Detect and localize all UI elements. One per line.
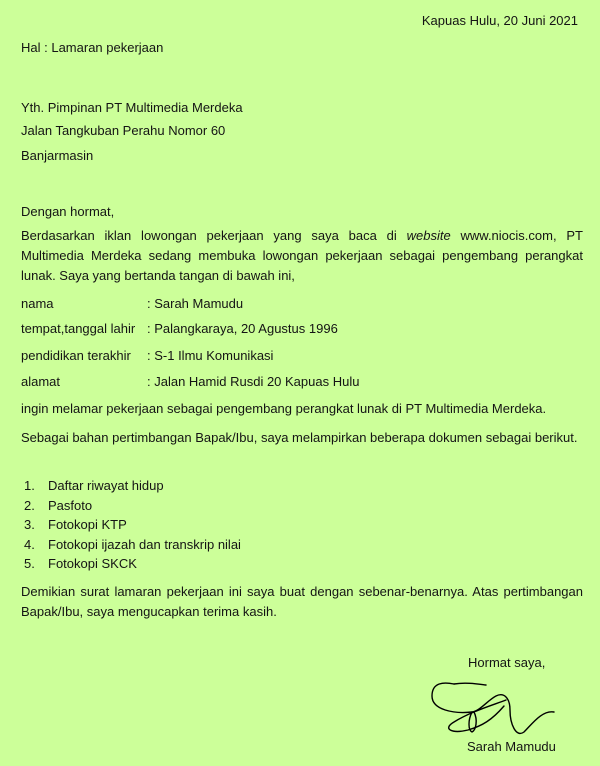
detail-label: alamat (21, 374, 61, 389)
list-number: 1. (24, 478, 35, 493)
list-text: Fotokopi KTP (48, 517, 127, 532)
intro-paragraph (21, 226, 583, 286)
list-item (24, 496, 241, 516)
detail-label: pendidikan terakhir (21, 348, 131, 363)
attachments-list (24, 476, 241, 574)
greeting: Dengan hormat, (21, 204, 115, 219)
list-number: 5. (24, 556, 35, 571)
detail-label: tempat,tanggal lahir (21, 321, 136, 336)
detail-value: : S-1 Ilmu Komunikasi (147, 348, 274, 363)
list-text: Daftar riwayat hidup (48, 478, 164, 493)
detail-row-birth (21, 321, 338, 336)
valediction: Hormat saya, (468, 655, 546, 670)
handwritten-signature (430, 676, 590, 742)
list-number: 3. (24, 517, 35, 532)
detail-label: nama (21, 296, 54, 311)
list-item (24, 535, 241, 555)
recipient-line-2: Jalan Tangkuban Perahu Nomor 60 (21, 123, 226, 138)
list-item (24, 476, 241, 496)
detail-value: : Sarah Mamudu (147, 296, 244, 311)
intro-text-b: www.niocis.com, PT Multimedia Merdeka sedang membuka lowongan pekerjaan sebagai pengembang perangkat lunak. Saya yang bertanda tangan di bawah ini, (21, 228, 583, 283)
place-date: Kapuas Hulu, 20 Juni 2021 (421, 13, 578, 28)
detail-value: : Jalan Hamid Rusdi 20 Kapuas Hulu (147, 374, 360, 389)
attachments-intro: Sebagai bahan pertimbangan Bapak/Ibu, saya melampirkan beberapa dokumen sebagai berikut. (21, 430, 578, 445)
closing-paragraph: Demikian surat lamaran pekerjaan ini saya buat dengan sebenar-benarnya. Atas pertimbangan Bapak/Ibu, saya mengucapkan terima kasih. (21, 584, 583, 619)
list-text: Fotokopi SKCK (48, 556, 137, 571)
detail-value: : Palangkaraya, 20 Agustus 1996 (147, 321, 338, 336)
detail-row-education (21, 348, 273, 363)
detail-row-address (21, 374, 359, 389)
intro-italic-word: website (406, 228, 451, 243)
intent-sentence: ingin melamar pekerjaan sebagai pengembang perangkat lunak di PT Multimedia Merdeka. (21, 401, 547, 416)
intro-text-a: Berdasarkan iklan lowongan pekerjaan yang saya baca di (21, 228, 407, 243)
recipient-line-1: Yth. Pimpinan PT Multimedia Merdeka (21, 100, 243, 115)
list-text: Pasfoto (48, 497, 93, 513)
list-item (24, 515, 241, 535)
list-text: Fotokopi ijazah dan transkrip nilai (48, 536, 241, 552)
detail-row-name (21, 296, 243, 311)
recipient-line-3: Banjarmasin (21, 148, 94, 163)
signer-name: Sarah Mamudu (467, 739, 556, 754)
list-item (24, 554, 241, 574)
list-number: 4. (24, 536, 35, 552)
subject-line: Hal : Lamaran pekerjaan (21, 40, 164, 55)
list-number: 2. (24, 497, 35, 513)
